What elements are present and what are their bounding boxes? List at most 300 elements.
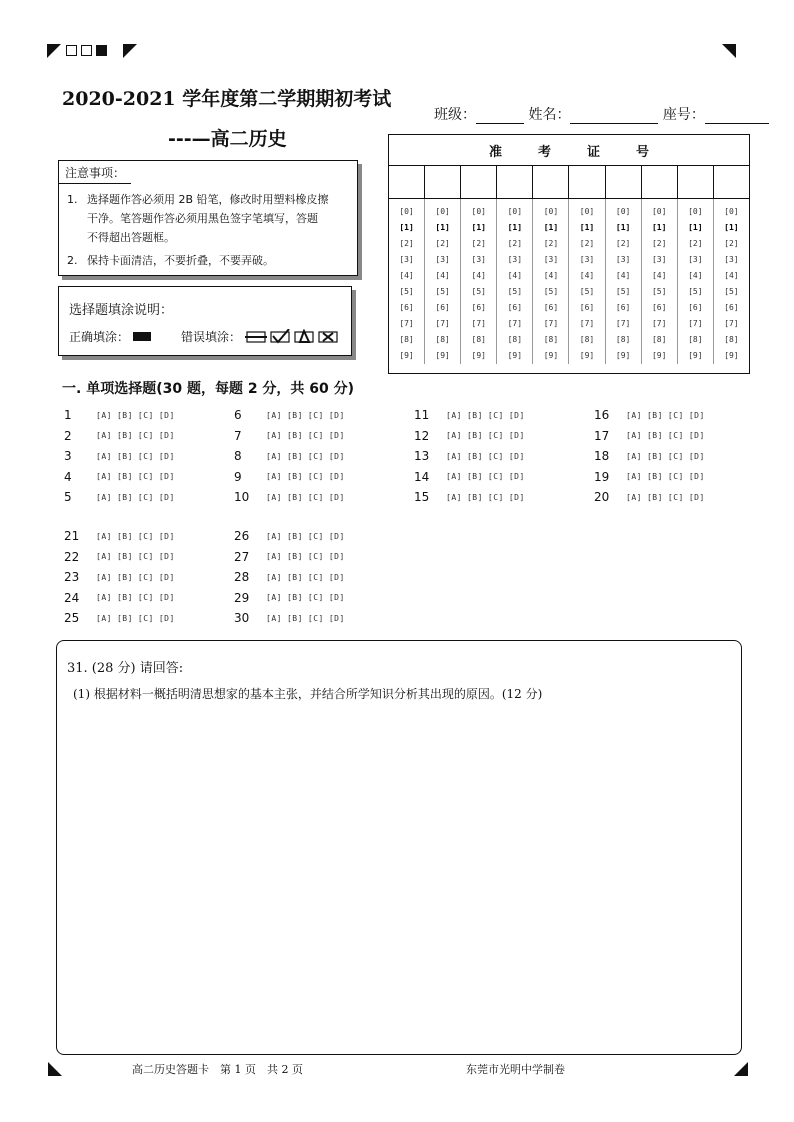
digit-bubble[interactable]: [2] xyxy=(435,239,450,248)
digit-bubble[interactable]: [5] xyxy=(579,287,595,296)
digit-bubble[interactable]: [8] xyxy=(399,335,414,344)
digit-bubble[interactable]: [5] xyxy=(651,287,667,296)
digit-bubble[interactable]: [0] xyxy=(651,207,667,216)
admission-digit-column xyxy=(425,199,461,364)
corner-mark-bottom-right xyxy=(734,1062,748,1076)
digit-bubble[interactable]: [0] xyxy=(435,207,450,216)
question-row xyxy=(414,467,525,487)
digit-bubble[interactable]: [2] xyxy=(724,239,739,248)
admission-digit-column xyxy=(389,199,425,364)
option-bubble[interactable]: [A] xyxy=(626,472,642,481)
option-bubble[interactable]: [C] xyxy=(487,431,504,440)
digit-bubble[interactable]: [2] xyxy=(579,239,595,248)
student-info xyxy=(434,104,769,124)
digit-bubble[interactable]: [8] xyxy=(615,335,631,344)
option-bubble[interactable]: [C] xyxy=(137,431,154,440)
option-bubble[interactable]: [A] xyxy=(446,431,462,440)
digit-bubble[interactable]: [1] xyxy=(615,223,631,232)
seat-field[interactable] xyxy=(705,109,769,124)
option-bubble[interactable]: [B] xyxy=(116,572,133,582)
corner-mark-top-left-2 xyxy=(123,44,137,58)
option-bubble[interactable]: [A] xyxy=(446,451,462,461)
option-bubble[interactable]: [B] xyxy=(116,431,133,440)
question-number: 3 xyxy=(64,449,72,463)
option-bubble[interactable]: [D] xyxy=(328,492,345,502)
digit-bubble[interactable]: [4] xyxy=(724,271,739,280)
digit-bubble[interactable]: [3] xyxy=(543,255,559,264)
option-bubble[interactable]: [B] xyxy=(466,451,483,461)
digit-bubble[interactable]: [1] xyxy=(435,223,450,232)
option-bubble[interactable]: [D] xyxy=(328,593,345,602)
digit-bubble[interactable]: [3] xyxy=(471,255,486,264)
question-row xyxy=(64,547,175,567)
option-bubble[interactable]: [B] xyxy=(466,472,483,481)
digit-bubble[interactable]: [9] xyxy=(688,351,703,360)
option-bubble[interactable]: [A] xyxy=(266,552,282,561)
digit-bubble[interactable]: [4] xyxy=(435,271,450,280)
option-bubble[interactable]: [A] xyxy=(96,593,112,602)
option-bubble[interactable]: [C] xyxy=(137,410,154,420)
notice-item: 1. 选择题作答必须用 2B 铅笔，修改时用塑料橡皮擦 xyxy=(67,193,329,206)
option-bubble[interactable]: [A] xyxy=(266,492,282,502)
question-row xyxy=(414,487,525,507)
digit-bubble[interactable]: [3] xyxy=(615,255,631,264)
digit-bubble[interactable]: [5] xyxy=(399,287,414,296)
question-row xyxy=(234,588,345,608)
digit-bubble[interactable]: [8] xyxy=(651,335,667,344)
digit-bubble[interactable]: [2] xyxy=(651,239,667,248)
exam-title: 2020-2021 学年度第二学期期初考试 xyxy=(62,88,392,110)
digit-bubble[interactable]: [9] xyxy=(651,351,667,360)
option-bubble[interactable]: [A] xyxy=(266,451,282,461)
digit-bubble[interactable]: [5] xyxy=(724,287,739,296)
option-bubble[interactable]: [B] xyxy=(116,613,133,623)
option-bubble[interactable]: [D] xyxy=(508,472,525,481)
option-bubble[interactable]: [A] xyxy=(446,492,462,502)
option-bubble[interactable]: [A] xyxy=(266,572,282,582)
question-number: 20 xyxy=(594,490,610,504)
option-bubble[interactable]: [C] xyxy=(307,531,324,541)
digit-bubble[interactable]: [8] xyxy=(724,335,739,344)
digit-bubble[interactable]: [5] xyxy=(543,287,559,296)
option-bubble[interactable]: [B] xyxy=(466,431,483,440)
question-row xyxy=(234,547,345,567)
option-bubble[interactable]: [C] xyxy=(667,472,684,481)
option-bubble[interactable]: [C] xyxy=(667,410,684,420)
option-bubble[interactable]: [A] xyxy=(266,531,282,541)
question-row xyxy=(594,467,705,487)
digit-bubble[interactable]: [6] xyxy=(651,303,667,312)
digit-bubble[interactable]: [8] xyxy=(579,335,595,344)
question-number: 19 xyxy=(594,469,610,484)
answer-box-q31[interactable] xyxy=(56,640,742,1055)
option-bubble[interactable]: [A] xyxy=(446,410,462,420)
option-bubble[interactable]: [D] xyxy=(328,451,345,461)
option-bubble[interactable]: [A] xyxy=(266,431,282,440)
option-bubble[interactable]: [D] xyxy=(158,572,175,582)
question-row xyxy=(414,426,525,446)
admission-number-bubbles[interactable] xyxy=(389,199,749,364)
option-bubble[interactable]: [A] xyxy=(626,431,642,440)
option-bubble[interactable]: [D] xyxy=(328,431,345,440)
option-bubble[interactable]: [B] xyxy=(286,472,303,481)
digit-bubble[interactable]: [1] xyxy=(579,223,595,232)
option-bubble[interactable]: [C] xyxy=(307,492,324,502)
q31-part1-prompt: (1) 根据材料一概括明清思想家的基本主张，并结合所学知识分析其出现的原因。(12 分) xyxy=(73,687,543,701)
question-number: 27 xyxy=(234,549,250,564)
option-bubble[interactable]: [B] xyxy=(286,593,303,602)
digit-bubble[interactable]: [0] xyxy=(543,207,559,216)
question-row xyxy=(594,446,705,466)
option-bubble[interactable]: [C] xyxy=(487,410,504,420)
option-bubble[interactable]: [A] xyxy=(96,492,112,502)
digit-bubble[interactable]: [7] xyxy=(615,319,631,328)
digit-bubble[interactable]: [7] xyxy=(543,319,559,328)
option-bubble[interactable]: [C] xyxy=(307,552,324,561)
corner-mark-top-right xyxy=(722,44,736,58)
digit-bubble[interactable]: [4] xyxy=(651,271,667,280)
option-bubble[interactable]: [B] xyxy=(116,531,133,541)
section-1-title: 一. 单项选择题(30 题，每题 2 分，共 60 分) xyxy=(62,381,355,397)
option-bubble[interactable]: [D] xyxy=(328,472,345,481)
option-bubble[interactable]: [B] xyxy=(286,492,303,502)
digit-bubble[interactable]: [2] xyxy=(543,239,559,248)
question-number: 28 xyxy=(234,570,250,584)
digit-bubble[interactable]: [6] xyxy=(615,303,631,312)
option-bubble[interactable]: [B] xyxy=(286,613,303,623)
question-row xyxy=(414,446,525,466)
digit-bubble[interactable]: [8] xyxy=(507,335,523,344)
digit-bubble[interactable]: [6] xyxy=(471,303,486,312)
option-bubble[interactable]: [A] xyxy=(446,472,462,481)
option-bubble[interactable]: [B] xyxy=(646,451,663,461)
option-bubble[interactable]: [A] xyxy=(626,410,642,420)
option-bubble[interactable]: [D] xyxy=(158,552,175,561)
option-bubble[interactable]: [D] xyxy=(158,593,175,602)
option-bubble[interactable]: [B] xyxy=(646,492,663,502)
option-bubble[interactable]: [A] xyxy=(266,472,282,481)
digit-bubble[interactable]: [6] xyxy=(507,303,523,312)
digit-bubble[interactable]: [9] xyxy=(724,351,739,360)
question-number: 11 xyxy=(414,408,430,422)
digit-bubble[interactable]: [4] xyxy=(543,271,559,280)
digit-bubble[interactable]: [1] xyxy=(651,223,667,232)
digit-bubble[interactable]: [6] xyxy=(543,303,559,312)
admission-number-write-cells[interactable] xyxy=(389,166,749,199)
option-bubble[interactable]: [A] xyxy=(96,431,112,440)
digit-bubble[interactable]: [1] xyxy=(507,223,523,232)
option-bubble[interactable]: [B] xyxy=(116,593,133,602)
digit-bubble[interactable]: [1] xyxy=(543,223,559,232)
digit-bubble[interactable]: [7] xyxy=(399,319,414,328)
option-bubble[interactable]: [D] xyxy=(508,431,525,440)
digit-bubble[interactable]: [9] xyxy=(615,351,631,360)
option-bubble[interactable]: [A] xyxy=(96,410,112,420)
option-bubble[interactable]: [C] xyxy=(137,451,154,461)
option-bubble[interactable]: [D] xyxy=(158,451,175,461)
digit-bubble[interactable]: [7] xyxy=(471,319,486,328)
name-field[interactable] xyxy=(570,109,658,124)
question-number: 10 xyxy=(234,490,250,504)
question-number: 1 xyxy=(64,408,72,422)
digit-bubble[interactable]: [0] xyxy=(579,207,595,216)
digit-bubble[interactable]: [1] xyxy=(724,223,739,232)
option-bubble[interactable]: [D] xyxy=(688,410,705,420)
option-bubble[interactable]: [C] xyxy=(487,472,504,481)
admission-digit-column xyxy=(606,199,642,364)
digit-bubble[interactable]: [9] xyxy=(471,351,486,360)
digit-bubble[interactable]: [6] xyxy=(435,303,450,312)
option-bubble[interactable]: [A] xyxy=(266,410,282,420)
digit-bubble[interactable]: [7] xyxy=(724,319,739,328)
digit-bubble[interactable]: [3] xyxy=(435,255,450,264)
class-field[interactable] xyxy=(476,109,524,124)
option-bubble[interactable]: [A] xyxy=(96,451,112,461)
question-number: 2 xyxy=(64,428,72,443)
digit-bubble[interactable]: [9] xyxy=(579,351,595,360)
digit-bubble[interactable]: [0] xyxy=(507,207,523,216)
corner-mark-top-left xyxy=(47,44,61,58)
option-bubble[interactable]: [B] xyxy=(466,492,483,502)
footer-page-info: 高二历史答题卡 第 1 页 共 2 页 xyxy=(132,1063,303,1076)
digit-bubble[interactable]: [6] xyxy=(399,303,414,312)
question-row xyxy=(64,426,175,446)
option-bubble[interactable]: [D] xyxy=(688,451,705,461)
option-bubble[interactable]: [D] xyxy=(328,531,345,541)
digit-bubble[interactable]: [5] xyxy=(615,287,631,296)
option-bubble[interactable]: [A] xyxy=(96,572,112,582)
question-number: 12 xyxy=(414,428,430,443)
digit-bubble[interactable]: [8] xyxy=(688,335,703,344)
question-number: 29 xyxy=(234,590,250,605)
option-bubble[interactable]: [A] xyxy=(96,531,112,541)
option-bubble[interactable]: [B] xyxy=(286,410,303,420)
admission-digit-column xyxy=(533,199,569,364)
question-row xyxy=(64,405,175,425)
digit-bubble[interactable]: [9] xyxy=(399,351,414,360)
digit-bubble[interactable]: [9] xyxy=(507,351,523,360)
option-bubble[interactable]: [D] xyxy=(328,613,345,623)
digit-bubble[interactable]: [2] xyxy=(507,239,523,248)
option-bubble[interactable]: [B] xyxy=(286,451,303,461)
question-row xyxy=(234,567,345,587)
digit-bubble[interactable]: [9] xyxy=(435,351,450,360)
option-bubble[interactable]: [C] xyxy=(137,492,154,502)
option-bubble[interactable]: [D] xyxy=(688,431,705,440)
option-bubble[interactable]: [B] xyxy=(646,410,663,420)
notice-item: 2. 保持卡面清洁，不要折叠，不要弄破。 xyxy=(67,254,274,267)
question-row xyxy=(64,567,175,587)
question-row xyxy=(594,405,705,425)
option-bubble[interactable]: [C] xyxy=(137,472,154,481)
option-bubble[interactable]: [A] xyxy=(626,451,642,461)
question-number: 15 xyxy=(414,490,430,504)
option-bubble[interactable]: [C] xyxy=(307,431,324,440)
option-bubble[interactable]: [A] xyxy=(96,613,112,623)
option-bubble[interactable]: [A] xyxy=(266,613,282,623)
option-bubble[interactable]: [C] xyxy=(667,431,684,440)
option-bubble[interactable]: [A] xyxy=(96,552,112,561)
option-bubble[interactable]: [C] xyxy=(667,492,684,502)
question-number: 22 xyxy=(64,549,80,564)
digit-bubble[interactable]: [2] xyxy=(471,239,486,248)
digit-bubble[interactable]: [1] xyxy=(399,223,414,232)
digit-bubble[interactable]: [8] xyxy=(435,335,450,344)
digit-bubble[interactable]: [8] xyxy=(543,335,559,344)
digit-bubble[interactable]: [3] xyxy=(688,255,703,264)
q31-label: 31. (28 分) 请回答: xyxy=(67,661,184,676)
option-bubble[interactable]: [D] xyxy=(508,451,525,461)
digit-bubble[interactable]: [0] xyxy=(471,207,486,216)
page-code-marks xyxy=(66,45,107,56)
digit-bubble[interactable]: [6] xyxy=(579,303,595,312)
digit-bubble[interactable]: [1] xyxy=(688,223,703,232)
option-bubble[interactable]: [C] xyxy=(137,531,154,541)
option-bubble[interactable]: [D] xyxy=(158,472,175,481)
admission-number-header: 准 考 证 号 xyxy=(389,135,749,166)
option-bubble[interactable]: [D] xyxy=(328,552,345,561)
question-number: 25 xyxy=(64,611,80,625)
option-bubble[interactable]: [B] xyxy=(116,472,133,481)
admission-digit-column xyxy=(642,199,678,364)
option-bubble[interactable]: [D] xyxy=(158,431,175,440)
admission-digit-column xyxy=(497,199,533,364)
digit-bubble[interactable]: [3] xyxy=(579,255,595,264)
admission-digit-column xyxy=(569,199,605,364)
admission-digit-column xyxy=(461,199,497,364)
digit-bubble[interactable]: [7] xyxy=(651,319,667,328)
option-bubble[interactable]: [C] xyxy=(307,472,324,481)
notice-box xyxy=(58,160,358,276)
option-bubble[interactable]: [B] xyxy=(116,552,133,561)
option-bubble[interactable]: [C] xyxy=(137,593,154,602)
option-bubble[interactable]: [A] xyxy=(96,472,112,481)
option-bubble[interactable]: [D] xyxy=(158,410,175,420)
option-bubble[interactable]: [C] xyxy=(487,492,504,502)
digit-bubble[interactable]: [3] xyxy=(724,255,739,264)
option-bubble[interactable]: [B] xyxy=(466,410,483,420)
correct-fill-icon xyxy=(133,332,151,341)
digit-bubble[interactable]: [5] xyxy=(688,287,703,296)
question-number: 21 xyxy=(64,529,80,543)
question-number: 6 xyxy=(234,408,242,422)
option-bubble[interactable]: [B] xyxy=(286,531,303,541)
digit-bubble[interactable]: [5] xyxy=(507,287,523,296)
option-bubble[interactable]: [B] xyxy=(286,552,303,561)
question-row xyxy=(64,588,175,608)
digit-bubble[interactable]: [6] xyxy=(688,303,703,312)
digit-bubble[interactable]: [2] xyxy=(399,239,414,248)
notice-item: 干净。笔答题作答必须用黑色签字笔填写，答题 xyxy=(87,212,318,225)
digit-bubble[interactable]: [4] xyxy=(579,271,595,280)
fill-guide-title: 选择题填涂说明： xyxy=(69,303,174,318)
option-bubble[interactable]: [C] xyxy=(137,552,154,561)
question-number: 17 xyxy=(594,428,610,443)
question-row xyxy=(64,487,175,507)
digit-bubble[interactable]: [0] xyxy=(724,207,739,216)
option-bubble[interactable]: [A] xyxy=(626,492,642,502)
admission-digit-column xyxy=(714,199,749,364)
question-row xyxy=(234,467,345,487)
digit-bubble[interactable]: [5] xyxy=(435,287,450,296)
digit-bubble[interactable]: [2] xyxy=(615,239,631,248)
option-bubble[interactable]: [D] xyxy=(158,613,175,623)
option-bubble[interactable]: [C] xyxy=(307,451,324,461)
option-bubble[interactable]: [C] xyxy=(137,613,154,623)
question-row xyxy=(234,446,345,466)
digit-bubble[interactable]: [7] xyxy=(688,319,703,328)
digit-bubble[interactable]: [8] xyxy=(471,335,486,344)
digit-bubble[interactable]: [0] xyxy=(615,207,631,216)
question-row xyxy=(234,608,345,628)
digit-bubble[interactable]: [4] xyxy=(471,271,486,280)
option-bubble[interactable]: [C] xyxy=(307,410,324,420)
question-row xyxy=(594,487,705,507)
option-bubble[interactable]: [C] xyxy=(307,593,324,602)
option-bubble[interactable]: [D] xyxy=(688,472,705,481)
digit-bubble[interactable]: [7] xyxy=(579,319,595,328)
digit-bubble[interactable]: [3] xyxy=(507,255,523,264)
question-number: 24 xyxy=(64,590,80,605)
digit-bubble[interactable]: [4] xyxy=(688,271,703,280)
question-number: 30 xyxy=(234,611,250,625)
option-bubble[interactable]: [D] xyxy=(508,410,525,420)
class-label: 班级： xyxy=(434,107,476,123)
option-bubble[interactable]: [B] xyxy=(116,492,133,502)
option-bubble[interactable]: [D] xyxy=(508,492,525,502)
option-bubble[interactable]: [C] xyxy=(307,613,324,623)
question-row xyxy=(64,446,175,466)
digit-bubble[interactable]: [7] xyxy=(507,319,523,328)
option-bubble[interactable]: [C] xyxy=(307,572,324,582)
option-bubble[interactable]: [B] xyxy=(646,431,663,440)
question-number: 4 xyxy=(64,469,72,484)
option-bubble[interactable]: [D] xyxy=(158,492,175,502)
option-bubble[interactable]: [D] xyxy=(328,410,345,420)
question-row xyxy=(64,608,175,628)
option-bubble[interactable]: [D] xyxy=(328,572,345,582)
digit-bubble[interactable]: [3] xyxy=(651,255,667,264)
digit-bubble[interactable]: [0] xyxy=(688,207,703,216)
digit-bubble[interactable]: [7] xyxy=(435,319,450,328)
digit-bubble[interactable]: [1] xyxy=(471,223,486,232)
option-bubble[interactable]: [D] xyxy=(158,531,175,541)
digit-bubble[interactable]: [4] xyxy=(615,271,631,280)
option-bubble[interactable]: [C] xyxy=(137,572,154,582)
option-bubble[interactable]: [B] xyxy=(116,410,133,420)
digit-bubble[interactable]: [4] xyxy=(399,271,414,280)
digit-bubble[interactable]: [4] xyxy=(507,271,523,280)
notice-title: 注意事项： xyxy=(59,161,131,184)
digit-bubble[interactable]: [6] xyxy=(724,303,739,312)
admission-digit-column xyxy=(678,199,714,364)
digit-bubble[interactable]: [3] xyxy=(399,255,414,264)
option-bubble[interactable]: [B] xyxy=(286,431,303,440)
corner-mark-bottom-left xyxy=(48,1062,62,1076)
option-bubble[interactable]: [C] xyxy=(667,451,684,461)
option-bubble[interactable]: [A] xyxy=(266,593,282,602)
digit-bubble[interactable]: [0] xyxy=(399,207,414,216)
option-bubble[interactable]: [C] xyxy=(487,451,504,461)
digit-bubble[interactable]: [9] xyxy=(543,351,559,360)
option-bubble[interactable]: [B] xyxy=(286,572,303,582)
option-bubble[interactable]: [B] xyxy=(116,451,133,461)
option-bubble[interactable]: [B] xyxy=(646,472,663,481)
digit-bubble[interactable]: [2] xyxy=(688,239,703,248)
digit-bubble[interactable]: [5] xyxy=(471,287,486,296)
question-number: 9 xyxy=(234,469,242,484)
option-bubble[interactable]: [D] xyxy=(688,492,705,502)
